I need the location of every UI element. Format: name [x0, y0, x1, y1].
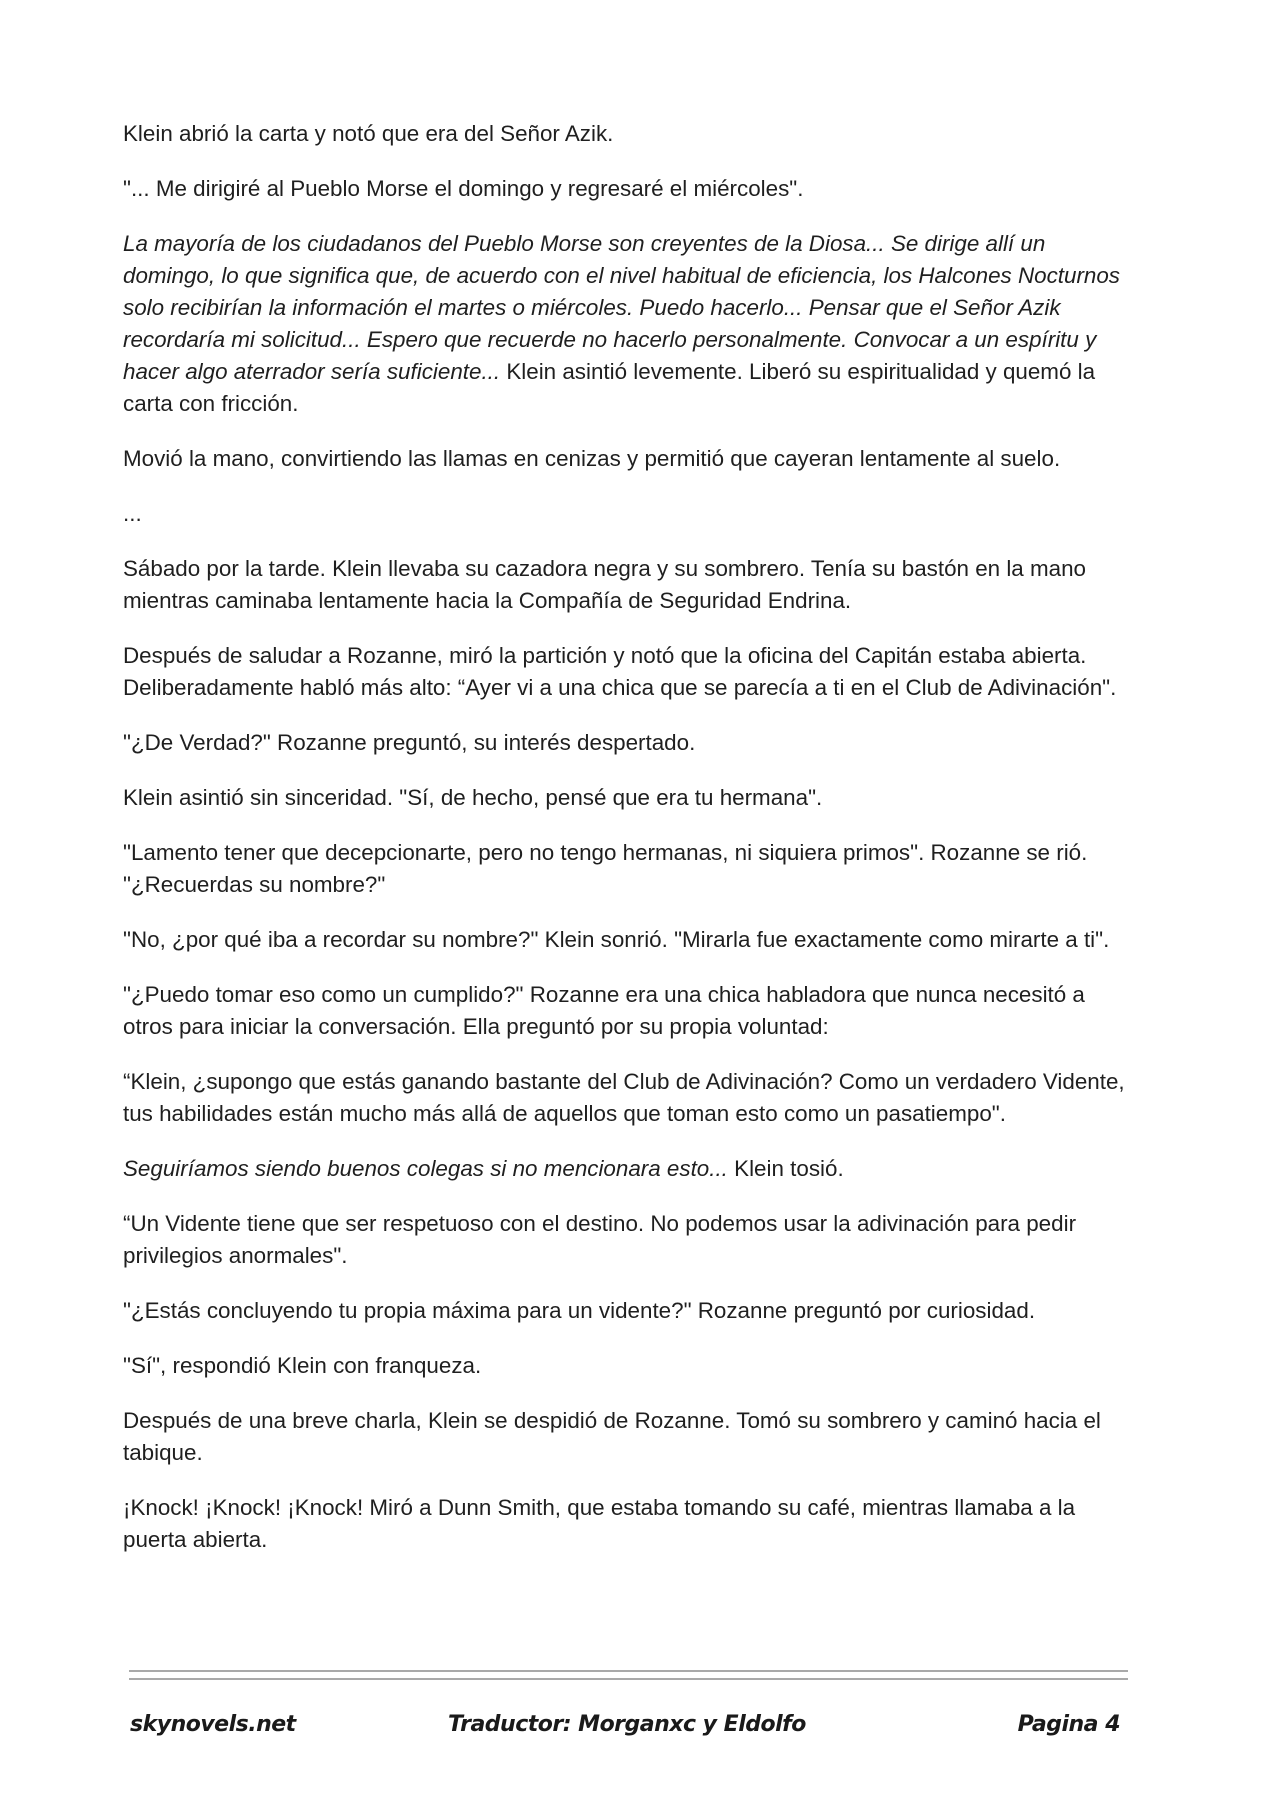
- paragraph-text: ¡Knock! ¡Knock! ¡Knock! Miró a Dunn Smith, que estaba tomando su café, mientras llamaba a la puerta abierta.: [123, 1495, 1076, 1552]
- paragraph-text: Sábado por la tarde. Klein llevaba su cazadora negra y su sombrero. Tenía su bastón en la mano mientras caminaba lentamente hacia la Compañía de Seguridad Endrina.: [123, 556, 1086, 613]
- document-body: [123, 118, 1133, 1579]
- italic-thought-text: La mayoría de los ciudadanos del Pueblo Morse son creyentes de la Diosa... Se dirige allí un domingo, lo que significa que, de acuerdo con el nivel habitual de eficiencia, los Halcones Nocturnos solo recibirían la información el martes o miércoles. Puedo hacerlo... Pensar que el Señor Azik recordaría mi solicitud... Espero que recuerde no hacerlo personalmente. Convocar a un espíritu y hacer algo aterrador sería suficiente...: [123, 231, 1120, 384]
- paragraph: [123, 924, 1133, 956]
- paragraph-text: "... Me dirigiré al Pueblo Morse el domingo y regresaré el miércoles".: [123, 176, 804, 201]
- paragraph: [123, 1350, 1133, 1382]
- footer-translator: Traductor: Morganxc y Eldolfo: [448, 1712, 806, 1737]
- paragraph: [123, 1153, 1133, 1185]
- footer-divider-top: [129, 1670, 1128, 1672]
- footer-page-number: Pagina 4: [1017, 1712, 1120, 1737]
- paragraph: [123, 228, 1133, 420]
- paragraph-text: Después de saludar a Rozanne, miró la partición y notó que la oficina del Capitán estaba abierta. Deliberadamente habló más alto: “Ayer vi a una chica que se parecía a ti en el Club de Adivinación".: [123, 643, 1117, 700]
- paragraph: [123, 443, 1133, 475]
- paragraph-text: Klein tosió.: [727, 1156, 844, 1181]
- paragraph-text: "Lamento tener que decepcionarte, pero no tengo hermanas, ni siquiera primos". Rozanne se rió. "¿Recuerdas su nombre?": [123, 840, 1088, 897]
- paragraph-text: "Sí", respondió Klein con franqueza.: [123, 1353, 482, 1378]
- paragraph: [123, 1208, 1133, 1272]
- paragraph-text: Klein asintió levemente. Liberó su espiritualidad y quemó la carta con fricción.: [123, 359, 1096, 416]
- paragraph: [123, 782, 1133, 814]
- paragraph-text: "No, ¿por qué iba a recordar su nombre?" Klein sonrió. "Mirarla fue exactamente como mirarte a ti".: [123, 927, 1110, 952]
- paragraph-text: “Klein, ¿supongo que estás ganando bastante del Club de Adivinación? Como un verdadero Vidente, tus habilidades están mucho más allá de aquellos que toman esto como un pasatiempo".: [123, 1069, 1125, 1126]
- paragraph-text: "¿De Verdad?" Rozanne preguntó, su interés despertado.: [123, 730, 696, 755]
- paragraph: [123, 727, 1133, 759]
- paragraph: [123, 837, 1133, 901]
- paragraph-text: "¿Estás concluyendo tu propia máxima para un vidente?" Rozanne preguntó por curiosidad.: [123, 1298, 1036, 1323]
- italic-thought-text: Seguiríamos siendo buenos colegas si no mencionara esto...: [123, 1156, 728, 1181]
- paragraph: [123, 640, 1133, 704]
- paragraph-text: “Un Vidente tiene que ser respetuoso con el destino. No podemos usar la adivinación para pedir privilegios anormales".: [123, 1211, 1077, 1268]
- paragraph: [123, 979, 1133, 1043]
- footer-divider-bottom: [129, 1678, 1128, 1680]
- footer-site: skynovels.net: [130, 1712, 296, 1737]
- paragraph: [123, 1492, 1133, 1556]
- paragraph: [123, 1295, 1133, 1327]
- paragraph: [123, 1405, 1133, 1469]
- paragraph-text: ...: [123, 501, 142, 526]
- scene-break: [123, 498, 1133, 530]
- paragraph: [123, 118, 1133, 150]
- paragraph-text: Klein abrió la carta y notó que era del Señor Azik.: [123, 121, 614, 146]
- paragraph-text: Movió la mano, convirtiendo las llamas en cenizas y permitió que cayeran lentamente al suelo.: [123, 446, 1061, 471]
- paragraph: [123, 1066, 1133, 1130]
- paragraph: [123, 553, 1133, 617]
- paragraph-text: "¿Puedo tomar eso como un cumplido?" Rozanne era una chica habladora que nunca necesitó a otros para iniciar la conversación. Ella preguntó por su propia voluntad:: [123, 982, 1085, 1039]
- paragraph: [123, 173, 1133, 205]
- paragraph-text: Klein asintió sin sinceridad. "Sí, de hecho, pensé que era tu hermana".: [123, 785, 823, 810]
- paragraph-text: Después de una breve charla, Klein se despidió de Rozanne. Tomó su sombrero y caminó hacia el tabique.: [123, 1408, 1101, 1465]
